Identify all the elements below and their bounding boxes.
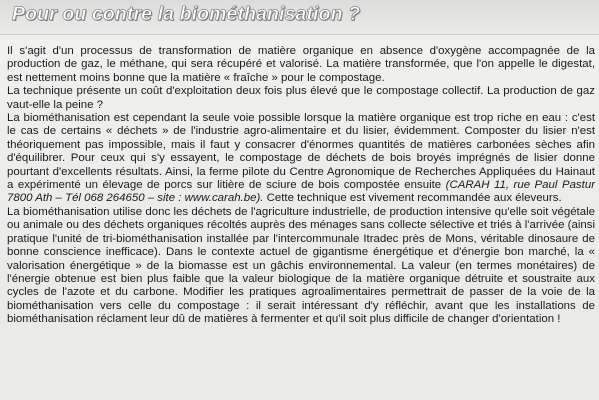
paragraph-cost: La technique présente un coût d'exploitation deux fois plus élevé que le compostage collectif. La production de gaz vaut-elle la peine ? — [7, 85, 595, 111]
paragraph-liquid-matter-text: La biométhanisation est cependant la seule voie possible lorsque la matière organique est trop riche en eau : c'est le cas de certains « déchets » de l'industrie agro-alimentaire et du lisier, évidemment. Composter du lisier n'est théoriquement pas impossible, mais il faut y consacrer d'énormes quantités de matières carbonées sèches afin d'équilibrer. Pour ceux qui s'y essayent, le compostage de déchets de bois broyés imprégnés de lisier donne pourtant d'excellents résultats. Ainsi, la ferme pilote du Centre Agronomique de Recherches Appliquées du Hainaut a expérimenté un élevage de porcs sur litière de sciure de bois compostée ensuite — [7, 112, 595, 192]
paragraph-definition: Il s'agit d'un processus de transformation de matière organique en absence d'oxygène accompagnée de la production de gaz, le méthane, qui sera récupéré et valorisé. La matière transformée, que l'on appelle le digestat, est nettement moins bonne que la matière « fraîche » pour le compostage. — [7, 45, 595, 84]
paragraph-liquid-matter-end: Cette technique est vivement recommandée aux éleveurs. — [263, 192, 562, 205]
carah-contact: (CARAH 11, rue Paul Pastur 7800 Ath – Tél 068 264650 – site : www.carah.be). — [7, 179, 595, 205]
paragraph-industrial-waste: La biométhanisation utilise donc les déchets de l'agriculture industrielle, de production intensive qu'elle soit végétale ou animale ou des déchets organiques récoltés auprès des ménages sans collecte sélective et triés à l'arrivée (ainsi pratique l'unité de tri-biométhanisation installée par l'intercommunale Itradec près de Mons, véritable dinosaure de bonne conscience inefficace). Dans le contexte actuel de gigantisme énergétique et d'énergie bon marché, la « valorisation énergétique » de la biomasse est un gâchis environnemental. La valeur (en termes monétaires) de l'énergie obtenue est bien plus faible que la valeur biologique de la matière organique détruite et soustraite aux cycles de l'azote et du carbone. Modifier les pratiques agroalimentaires permettrait de passer de la voie de la biométhanisation vers celle du compostage : il serait intéressant d'y réfléchir, avant que les installations de biométhanisation réclament leur dû de matières à fermenter et qu'il soit plus difficile de changer d'orientation ! — [7, 205, 595, 326]
paragraph-liquid-matter — [7, 112, 595, 206]
title-band — [0, 0, 599, 35]
article-body — [7, 45, 595, 327]
article-title: Pour ou contre la biométhanisation ? — [12, 3, 361, 25]
